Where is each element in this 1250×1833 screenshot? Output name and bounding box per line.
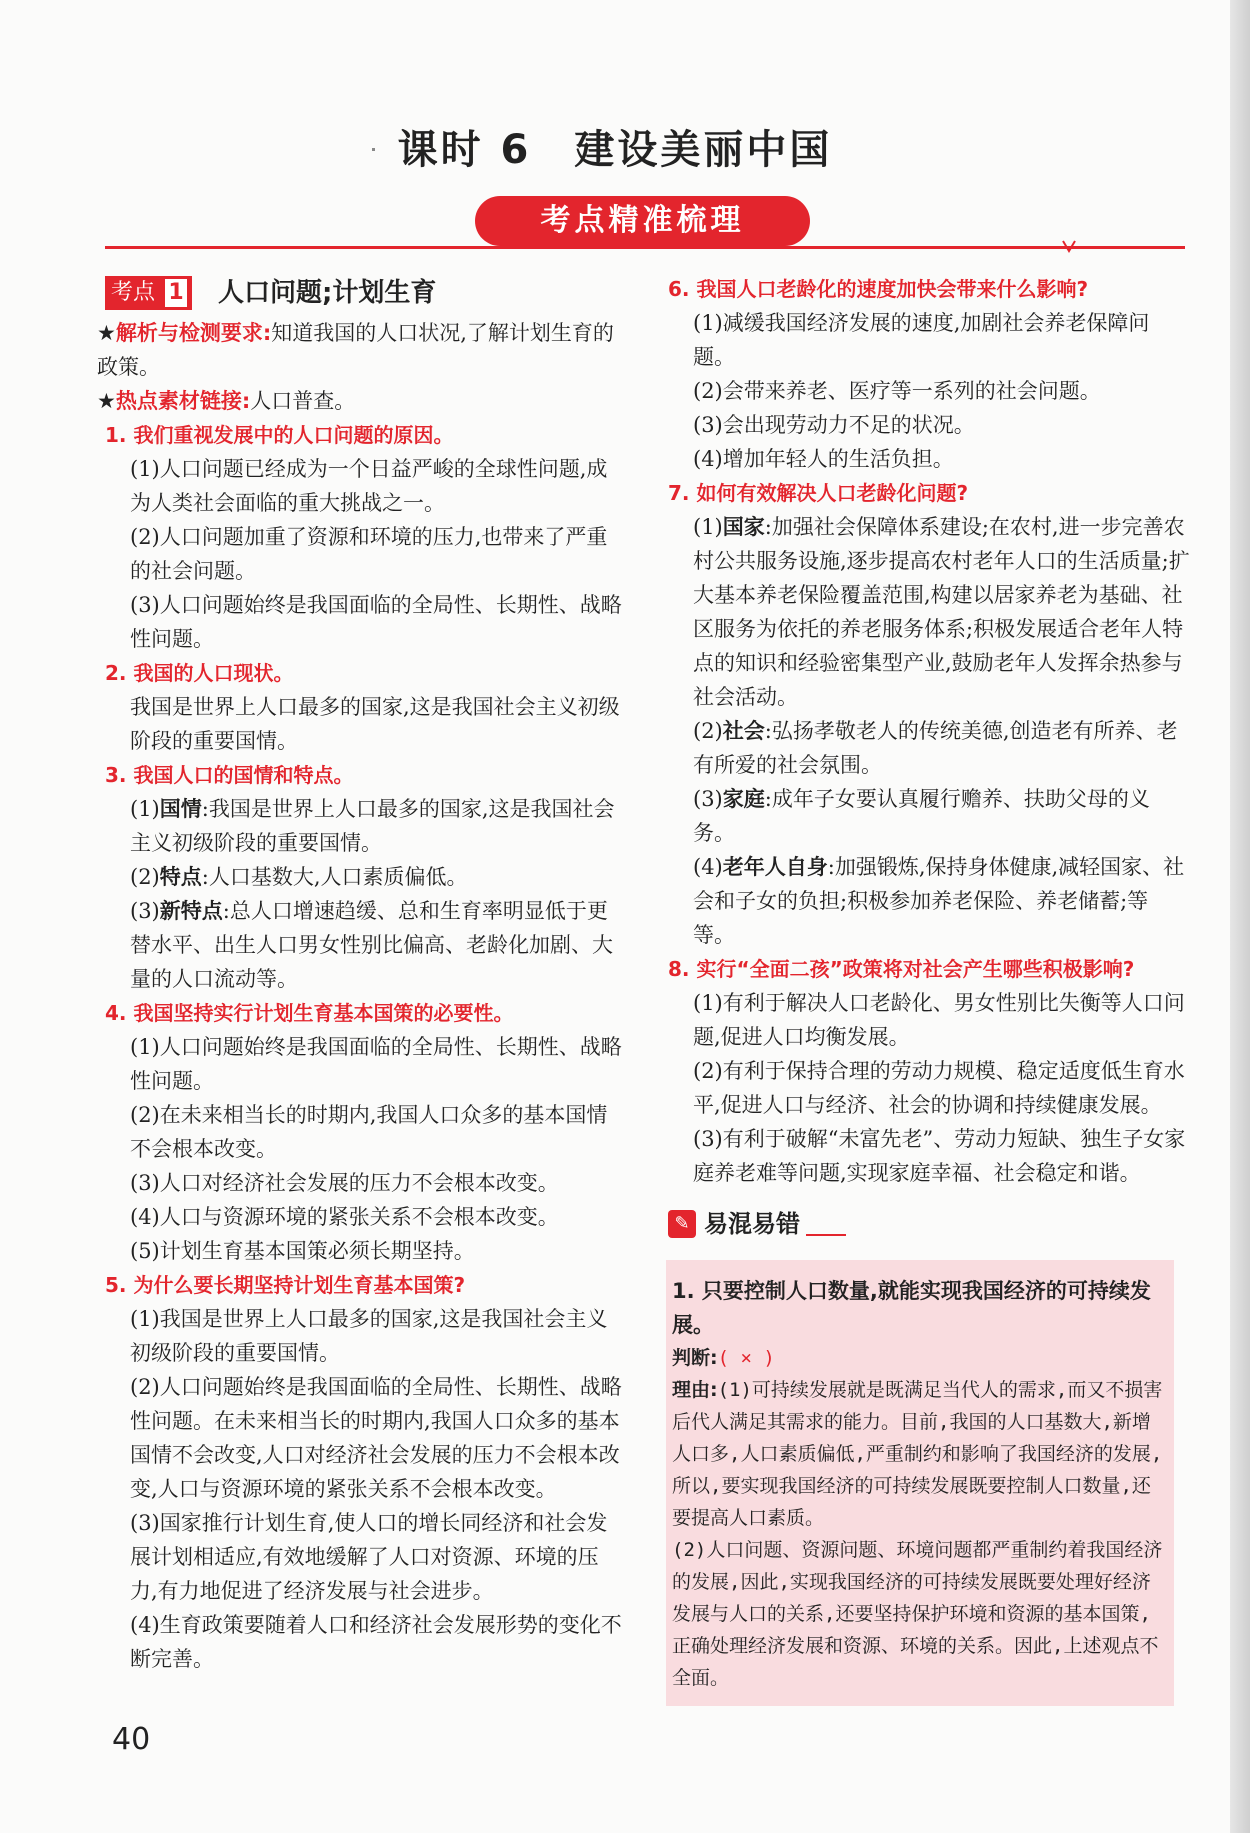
item-prefix: (3) xyxy=(693,787,723,811)
requirement-label: 解析与检测要求: xyxy=(115,321,272,345)
kaodian-badge-label: 考点 xyxy=(111,280,156,305)
item-text: :加强社会保障体系建设;在农村,进一步完善农村公共服务设施,逐步提高农村老年人口的生活质量;扩大基本养老保险覆盖范围,构建以居家养老为基础、社区服务为依托的养老服务体系;积极发展适合老年人特点的知识和经验密集型产业,鼓励老年人发挥余热参与社会活动。 xyxy=(693,515,1190,709)
q6-item: (2)会带来养老、医疗等一系列的社会问题。 xyxy=(693,379,1101,403)
item-text: :总人口增速趋缓、总和生育率明显低于更替水平、出生人口男女性别比偏高、老龄化加剧、大量的人口流动等。 xyxy=(130,899,613,991)
pencil-icon: ✎ xyxy=(668,1210,696,1238)
item-keyword: 特点 xyxy=(159,865,202,889)
q4-item: (3)人口对经济社会发展的压力不会根本改变。 xyxy=(130,1171,559,1195)
q5-item: (1)我国是世界上人口最多的国家,这是我国社会主义初级阶段的重要国情。 xyxy=(130,1307,608,1365)
question-2: 2. 我国的人口现状。 xyxy=(105,661,294,685)
page-title: 课时 6 建设美丽中国 xyxy=(397,127,833,173)
item-prefix: (2) xyxy=(130,865,160,889)
item-keyword: 国情 xyxy=(159,797,202,821)
page-edge xyxy=(1230,0,1250,1833)
hot-link-label: 热点素材链接: xyxy=(115,389,251,413)
q1-item: (1)人口问题已经成为一个日益严峻的全球性问题,成为人类社会面临的重大挑战之一。 xyxy=(130,457,608,515)
question-1: 1. 我们重视发展中的人口问题的原因。 xyxy=(105,423,454,447)
judge-line xyxy=(672,1342,1168,1374)
q4-item: (4)人口与资源环境的紧张关系不会根本改变。 xyxy=(130,1205,559,1229)
q6-item: (1)减缓我国经济发展的速度,加剧社会养老保障问题。 xyxy=(693,311,1150,369)
yihun-header xyxy=(668,1204,1190,1244)
item-text: :人口基数大,人口素质偏低。 xyxy=(201,865,468,889)
q3-item xyxy=(105,894,625,996)
item-text: :弘扬孝敬老人的传统美德,创造老有所养、老有所爱的社会氛围。 xyxy=(693,719,1178,777)
item-prefix: (2) xyxy=(693,719,723,743)
item-text: :我国是世界上人口最多的国家,这是我国社会主义初级阶段的重要国情。 xyxy=(130,797,615,855)
yihun-title: 易混易错 xyxy=(704,1210,800,1238)
divider-notch-icon xyxy=(1062,240,1076,254)
q2-text: 我国是世界上人口最多的国家,这是我国社会主义初级阶段的重要国情。 xyxy=(130,695,620,753)
q3-item xyxy=(105,860,625,894)
question-6: 6. 我国人口老龄化的速度加快会带来什么影响? xyxy=(668,277,1089,301)
kaodian-title: 人口问题;计划生育 xyxy=(218,278,437,308)
item-keyword: 国家 xyxy=(722,515,765,539)
q8-item: (1)有利于解决人口老龄化、男女性别比失衡等人口问题,促进人口均衡发展。 xyxy=(693,991,1185,1049)
right-column xyxy=(668,272,1190,1706)
q7-item xyxy=(668,850,1190,952)
q7-item xyxy=(668,714,1190,782)
reason-2: (2)人口问题、资源问题、环境问题都严重制约着我国经济的发展,因此,实现我国经济的可持续发展既要处理好经济发展与人口的关系,还要坚持保护环境和资源的基本国策,正确处理经济发展和资源、环境的关系。因此,上述观点不全面。 xyxy=(672,1539,1163,1689)
yihun-underline xyxy=(806,1234,846,1236)
kaodian-badge xyxy=(105,276,192,310)
item-keyword: 新特点 xyxy=(159,899,223,923)
judge-label: 判断: xyxy=(672,1347,718,1369)
yihun-box xyxy=(666,1260,1174,1706)
q8-item: (2)有利于保持合理的劳动力规模、稳定适度低生育水平,促进人口与经济、社会的协调和持续健康发展。 xyxy=(693,1059,1185,1117)
hot-link-line: ★热点素材链接:人口普查。 xyxy=(97,389,356,413)
q4-item: (2)在未来相当长的时期内,我国人口众多的基本国情不会根本改变。 xyxy=(130,1103,608,1161)
item-keyword: 老年人自身 xyxy=(722,855,828,879)
question-7: 7. 如何有效解决人口老龄化问题? xyxy=(668,481,969,505)
q5-item: (3)国家推行计划生育,使人口的增长同经济和社会发展计划相适应,有效地缓解了人口对资源、环境的压力,有力地促进了经济发展与社会进步。 xyxy=(130,1511,608,1603)
kaodian-header xyxy=(105,272,625,314)
q4-item: (5)计划生育基本国策必须长期坚持。 xyxy=(130,1239,475,1263)
reason-1 xyxy=(672,1374,1168,1534)
question-5: 5. 为什么要长期坚持计划生育基本国策? xyxy=(105,1273,466,1297)
q7-item xyxy=(668,782,1190,850)
item-text: :成年子女要认真履行赡养、扶助父母的义务。 xyxy=(693,787,1150,845)
q4-item: (1)人口问题始终是我国面临的全局性、长期性、战略性问题。 xyxy=(130,1035,622,1093)
requirement-text: 知道我国的人口状况,了解计划生育的政策。 xyxy=(97,321,614,379)
q3-item xyxy=(105,792,625,860)
kaodian-number: 1 xyxy=(163,277,189,309)
item-keyword: 社会 xyxy=(722,719,765,743)
page-number: 40 xyxy=(112,1722,151,1757)
q1-item: (2)人口问题加重了资源和环境的压力,也带来了严重的社会问题。 xyxy=(130,525,608,583)
question-4: 4. 我国坚持实行计划生育基本国策的必要性。 xyxy=(105,1001,514,1025)
judge-value: ( × ) xyxy=(717,1347,775,1369)
left-column xyxy=(97,272,625,1676)
item-prefix: (4) xyxy=(693,855,723,879)
q6-item: (3)会出现劳动力不足的状况。 xyxy=(693,413,975,437)
item-keyword: 家庭 xyxy=(722,787,765,811)
q1-item: (3)人口问题始终是我国面临的全局性、长期性、战略性问题。 xyxy=(130,593,622,651)
question-8: 8. 实行“全面二孩”政策将对社会产生哪些积极影响? xyxy=(668,957,1135,981)
item-text: :加强锻炼,保持身体健康,减轻国家、社会和子女的负担;积极参加养老保险、养老储蓄;等等。 xyxy=(693,855,1185,947)
q8-item: (3)有利于破解“未富先老”、劳动力短缺、独生子女家庭养老难等问题,实现家庭幸福、社会稳定和谐。 xyxy=(693,1127,1186,1185)
item-prefix: (3) xyxy=(130,899,160,923)
yihun-statement: 1. 只要控制人口数量,就能实现我国经济的可持续发展。 xyxy=(672,1279,1151,1337)
question-3: 3. 我国人口的国情和特点。 xyxy=(105,763,354,787)
hot-link-text: 人口普查。 xyxy=(250,389,356,413)
reason-label: 理由: xyxy=(672,1379,718,1401)
banner-divider xyxy=(105,246,1185,249)
q5-item: (4)生育政策要随着人口和经济社会发展形势的变化不断完善。 xyxy=(130,1613,622,1671)
section-banner: 考点精准梳理 xyxy=(475,196,810,246)
item-prefix: (1) xyxy=(130,797,160,821)
q7-item xyxy=(668,510,1190,714)
item-prefix: (1) xyxy=(693,515,723,539)
reason-1-text: (1)可持续发展就是既满足当代人的需求,而又不损害后代人满足其需求的能力。目前,我国的人口基数大,新增人口多,人口素质偏低,严重制约和影响了我国经济的发展,所以,要实现我国经济的可持续发展既要控制人口数量,还要提高人口素质。 xyxy=(672,1379,1163,1529)
requirement-line: ★解析与检测要求:知道我国的人口状况,了解计划生育的政策。 xyxy=(97,321,614,379)
q6-item: (4)增加年轻人的生活负担。 xyxy=(693,447,954,471)
q5-item: (2)人口问题始终是我国面临的全局性、长期性、战略性问题。在未来相当长的时期内,我国人口众多的基本国情不会改变,人口对经济社会发展的压力不会根本改变,人口与资源环境的紧张关系不会根本改变。 xyxy=(130,1375,622,1501)
